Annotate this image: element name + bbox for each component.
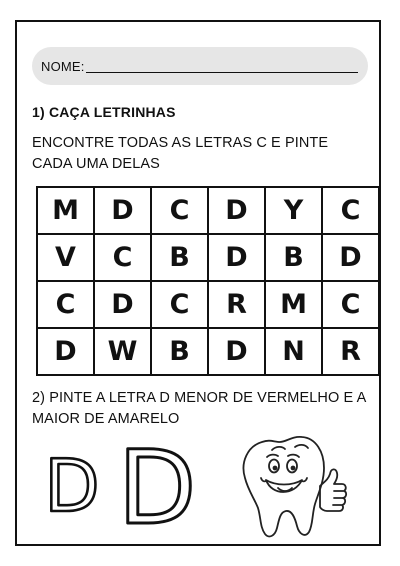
grid-cell[interactable]: C — [151, 187, 208, 234]
grid-row — [37, 187, 379, 234]
grid-cell[interactable]: D — [37, 328, 94, 375]
large-letter-d-glyph: D — [117, 436, 197, 530]
grid-cell[interactable]: C — [94, 234, 151, 281]
grid-cell[interactable]: M — [37, 187, 94, 234]
grid-cell[interactable]: D — [322, 234, 379, 281]
section1-instruction: ENCONTRE TODAS AS LETRAS C E PINTE CADA UMA DELAS — [32, 135, 329, 172]
grid-cell[interactable]: M — [265, 281, 322, 328]
grid-row — [37, 234, 379, 281]
grid-cell[interactable]: C — [37, 281, 94, 328]
grid-cell[interactable]: B — [265, 234, 322, 281]
grid-cell[interactable]: D — [208, 187, 265, 234]
section1-title: 1) CAÇA LETRINHAS — [32, 104, 176, 120]
grid-cell[interactable]: R — [208, 281, 265, 328]
grid-cell[interactable]: D — [94, 187, 151, 234]
grid-row — [37, 328, 379, 375]
grid-cell[interactable]: D — [208, 234, 265, 281]
small-letter-d[interactable] — [42, 449, 102, 517]
letter-hunt-grid — [36, 186, 380, 376]
grid-cell[interactable]: D — [208, 328, 265, 375]
name-field[interactable] — [32, 47, 368, 85]
grid-cell[interactable]: Y — [265, 187, 322, 234]
grid-cell[interactable]: B — [151, 328, 208, 375]
grid-cell[interactable]: D — [94, 281, 151, 328]
large-letter-d[interactable] — [116, 436, 198, 530]
grid-row — [37, 281, 379, 328]
grid-cell[interactable]: C — [322, 281, 379, 328]
grid-cell[interactable]: C — [151, 281, 208, 328]
grid-cell[interactable]: N — [265, 328, 322, 375]
smiling-tooth-thumbs-up-icon — [232, 426, 350, 541]
grid-cell[interactable]: C — [322, 187, 379, 234]
grid-cell[interactable]: B — [151, 234, 208, 281]
small-letter-d-glyph: D — [44, 449, 100, 517]
name-write-line[interactable] — [86, 59, 358, 73]
grid-cell[interactable]: W — [94, 328, 151, 375]
name-label: NOME: — [41, 58, 85, 74]
grid-cell[interactable]: R — [322, 328, 379, 375]
grid-cell[interactable]: V — [37, 234, 94, 281]
section2-instruction: 2) PINTE A LETRA D MENOR DE VERMELHO E A MAIOR DE AMARELO — [32, 390, 366, 427]
